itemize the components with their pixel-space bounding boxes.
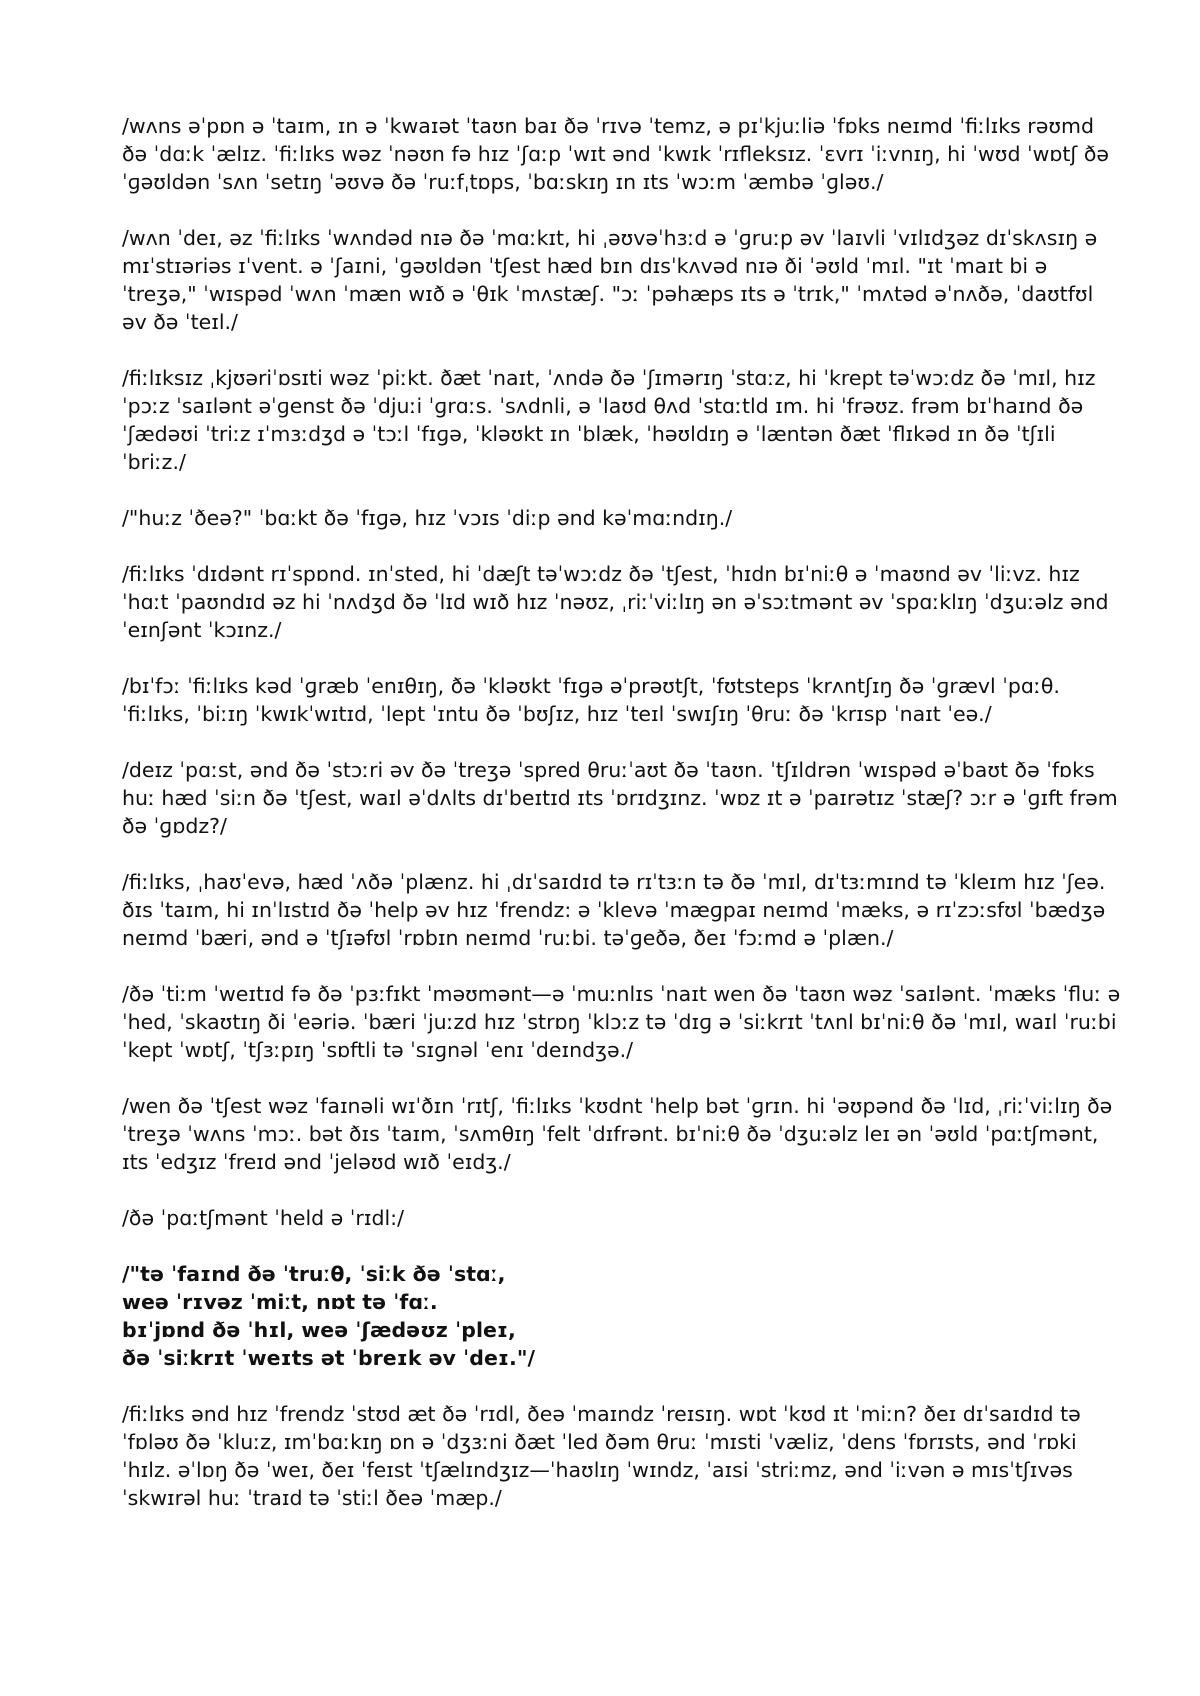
closing-paragraph: /fiːlɪks ənd hɪz ˈfrendz ˈstʊd æt ðə ˈrɪdl, ðeə ˈmaɪndz ˈreɪsɪŋ. wɒt ˈkʊd ɪt ˈmiːn? ðeɪ dɪˈsaɪdɪd tə ˈfɒləʊ ðə ˈkluːz, ɪmˈbɑːkɪŋ ɒn ə ˈdʒɜːni ðæt ˈled ðəm θruː ˈmɪsti ˈvæliz, ˈdens ˈfɒrɪsts, ənd ˈrɒki ˈhɪlz. əˈlɒŋ ðə ˈweɪ, ðeɪ ˈfeɪst ˈtʃælɪndʒɪz—ˈhaʊlɪŋ ˈwɪndz, ˈaɪsi ˈstriːmz, ənd ˈiːvən ə mɪsˈtʃɪvəs ˈskwɪrəl huː ˈtraɪd tə ˈstiːl ðeə ˈmæp./ xyxy=(122,1402,1081,1510)
paragraph-10: /wen ðə ˈtʃest wəz ˈfaɪnəli wɪˈðɪn ˈrɪtʃ, ˈfiːlɪks ˈkʊdnt ˈhelp bət ˈɡrɪn. hi ˈəʊpənd ðə ˈlɪd, ˌriːˈviːlɪŋ ðə ˈtreʒə ˈwʌns ˈmɔː. bət ðɪs ˈtaɪm, ˈsʌmθɪŋ ˈfelt ˈdɪfrənt. bɪˈniːθ ðə ˈdʒuːəlz leɪ ən ˈəʊld ˈpɑːtʃmənt, ɪts ˈedʒɪz ˈfreɪd ənd ˈjeləʊd wɪð ˈeɪdʒ./ xyxy=(122,1094,1113,1174)
document-page xyxy=(122,112,1122,1540)
paragraph-1: /wʌns əˈpɒn ə ˈtaɪm, ɪn ə ˈkwaɪət ˈtaʊn baɪ ðə ˈrɪvə ˈtemz, ə pɪˈkjuːliə ˈfɒks neɪmd ˈfiːlɪks rəʊmd ðə ˈdɑːk ˈælɪz. ˈfiːlɪks wəz ˈnəʊn fə hɪz ˈʃɑːp ˈwɪt ənd ˈkwɪk ˈrɪfleksɪz. ˈɛvrɪ ˈiːvnɪŋ, hi ˈwʊd ˈwɒtʃ ðə ˈɡəʊldən ˈsʌn ˈsetɪŋ ˈəʊvə ðə ˈruːfˌtɒps, ˈbɑːskɪŋ ɪn ɪts ˈwɔːm ˈæmbə ˈɡləʊ./ xyxy=(122,114,1109,194)
poem-line-1: /"tə ˈfaɪnd ðə ˈtruːθ, ˈsiːk ðə ˈstɑː, xyxy=(122,1262,506,1286)
poem-line-2: weə ˈrɪvəz ˈmiːt, nɒt tə ˈfɑː. xyxy=(122,1290,438,1314)
paragraph-7: /deɪz ˈpɑːst, ənd ðə ˈstɔːri əv ðə ˈtreʒə ˈspred θruːˈaʊt ðə ˈtaʊn. ˈtʃɪldrən ˈwɪspəd əˈbaʊt ðə ˈfɒks huː hæd ˈsiːn ðə ˈtʃest, waɪl əˈdʌlts dɪˈbeɪtɪd ɪts ˈɒrɪdʒɪnz. ˈwɒz ɪt ə ˈpaɪrətɪz ˈstæʃ? ɔːr ə ˈɡɪft frəm ðə ˈɡɒdz?/ xyxy=(122,758,1118,838)
paragraph-3: /fiːlɪksɪz ˌkjʊəriˈɒsɪti wəz ˈpiːkt. ðæt ˈnaɪt, ˈʌndə ðə ˈʃɪmərɪŋ ˈstɑːz, hi ˈkrept təˈwɔːdz ðə ˈmɪl, hɪz ˈpɔːz ˈsaɪlənt əˈɡenst ðə ˈdjuːi ˈɡrɑːs. ˈsʌdnli, ə ˈlaʊd θʌd ˈstɑːtld ɪm. hi ˈfrəʊz. frəm bɪˈhaɪnd ðə ˈʃædəʊi ˈtriːz ɪˈmɜːdʒd ə ˈtɔːl ˈfɪɡə, ˈkləʊkt ɪn ˈblæk, ˈhəʊldɪŋ ə ˈlæntən ðæt ˈflɪkəd ɪn ðə ˈtʃɪli ˈbriːz./ xyxy=(122,366,1096,474)
riddle-poem xyxy=(122,1260,1122,1372)
paragraph-2: /wʌn ˈdeɪ, əz ˈfiːlɪks ˈwʌndəd nɪə ðə ˈmɑːkɪt, hi ˌəʊvəˈhɜːd ə ˈɡruːp əv ˈlaɪvli ˈvɪlɪdʒəz dɪˈskʌsɪŋ ə mɪˈstɪəriəs ɪˈvent. ə ˈʃaɪni, ˈɡəʊldən ˈtʃest hæd bɪn dɪsˈkʌvəd nɪə ði ˈəʊld ˈmɪl. "ɪt ˈmaɪt bi ə ˈtreʒə," ˈwɪspəd ˈwʌn ˈmæn wɪð ə ˈθɪk ˈmʌstæʃ. "ɔː ˈpəhæps ɪts ə ˈtrɪk," ˈmʌtəd əˈnʌðə, ˈdaʊtfʊl əv ðə ˈteɪl./ xyxy=(122,226,1098,334)
poem-line-4: ðə ˈsiːkrɪt ˈweɪts ət ˈbreɪk əv ˈdeɪ."/ xyxy=(122,1346,535,1370)
poem-line-3: bɪˈjɒnd ðə ˈhɪl, weə ˈʃædəʊz ˈpleɪ, xyxy=(122,1318,516,1342)
paragraph-5: /fiːlɪks ˈdɪdənt rɪˈspɒnd. ɪnˈsted, hi ˈdæʃt təˈwɔːdz ðə ˈtʃest, ˈhɪdn bɪˈniːθ ə ˈmaʊnd əv ˈliːvz. hɪz ˈhɑːt ˈpaʊndɪd əz hi ˈnʌdʒd ðə ˈlɪd wɪð hɪz ˈnəʊz, ˌriːˈviːlɪŋ ən əˈsɔːtmənt əv ˈspɑːklɪŋ ˈdʒuːəlz ənd ˈeɪnʃənt ˈkɔɪnz./ xyxy=(122,562,1109,642)
paragraph-9: /ðə ˈtiːm ˈweɪtɪd fə ðə ˈpɜːfɪkt ˈməʊmənt—ə ˈmuːnlɪs ˈnaɪt wen ðə ˈtaʊn wəz ˈsaɪlənt. ˈmæks ˈfluː əˈhed, ˈskaʊtɪŋ ði ˈeəriə. ˈbæri ˈjuːzd hɪz ˈstrɒŋ ˈklɔːz tə ˈdɪɡ ə ˈsiːkrɪt ˈtʌnl bɪˈniːθ ðə ˈmɪl, waɪl ˈruːbi ˈkept ˈwɒtʃ, ˈtʃɜːpɪŋ ˈsɒftli tə ˈsɪɡnəl ˈenɪ ˈdeɪndʒə./ xyxy=(122,982,1121,1062)
paragraph-8: /fiːlɪks, ˌhaʊˈevə, hæd ˈʌðə ˈplænz. hi ˌdɪˈsaɪdɪd tə rɪˈtɜːn tə ðə ˈmɪl, dɪˈtɜːmɪnd tə ˈkleɪm hɪz ˈʃeə. ðɪs ˈtaɪm, hi ɪnˈlɪstɪd ðə ˈhelp əv hɪz ˈfrendz: ə ˈklevə ˈmæɡpaɪ neɪmd ˈmæks, ə rɪˈzɔːsfʊl ˈbædʒə neɪmd ˈbæri, ənd ə ˈtʃɪəfʊl ˈrɒbɪn neɪmd ˈruːbi. təˈɡeðə, ðeɪ ˈfɔːmd ə ˈplæn./ xyxy=(122,870,1106,950)
paragraph-6: /bɪˈfɔː ˈfiːlɪks kəd ˈɡræb ˈenɪθɪŋ, ðə ˈkləʊkt ˈfɪɡə əˈprəʊtʃt, ˈfʊtsteps ˈkrʌntʃɪŋ ðə ˈɡrævl ˈpɑːθ. ˈfiːlɪks, ˈbiːɪŋ ˈkwɪkˈwɪtɪd, ˈlept ˈɪntu ðə ˈbʊʃɪz, hɪz ˈteɪl ˈswɪʃɪŋ ˈθruː ðə ˈkrɪsp ˈnaɪt ˈeə./ xyxy=(122,674,1060,726)
paragraph-4: /"huːz ˈðeə?" ˈbɑːkt ðə ˈfɪɡə, hɪz ˈvɔɪs ˈdiːp ənd kəˈmɑːndɪŋ./ xyxy=(122,506,733,530)
paragraph-11: /ðə ˈpɑːtʃmənt ˈheld ə ˈrɪdl:/ xyxy=(122,1206,404,1230)
